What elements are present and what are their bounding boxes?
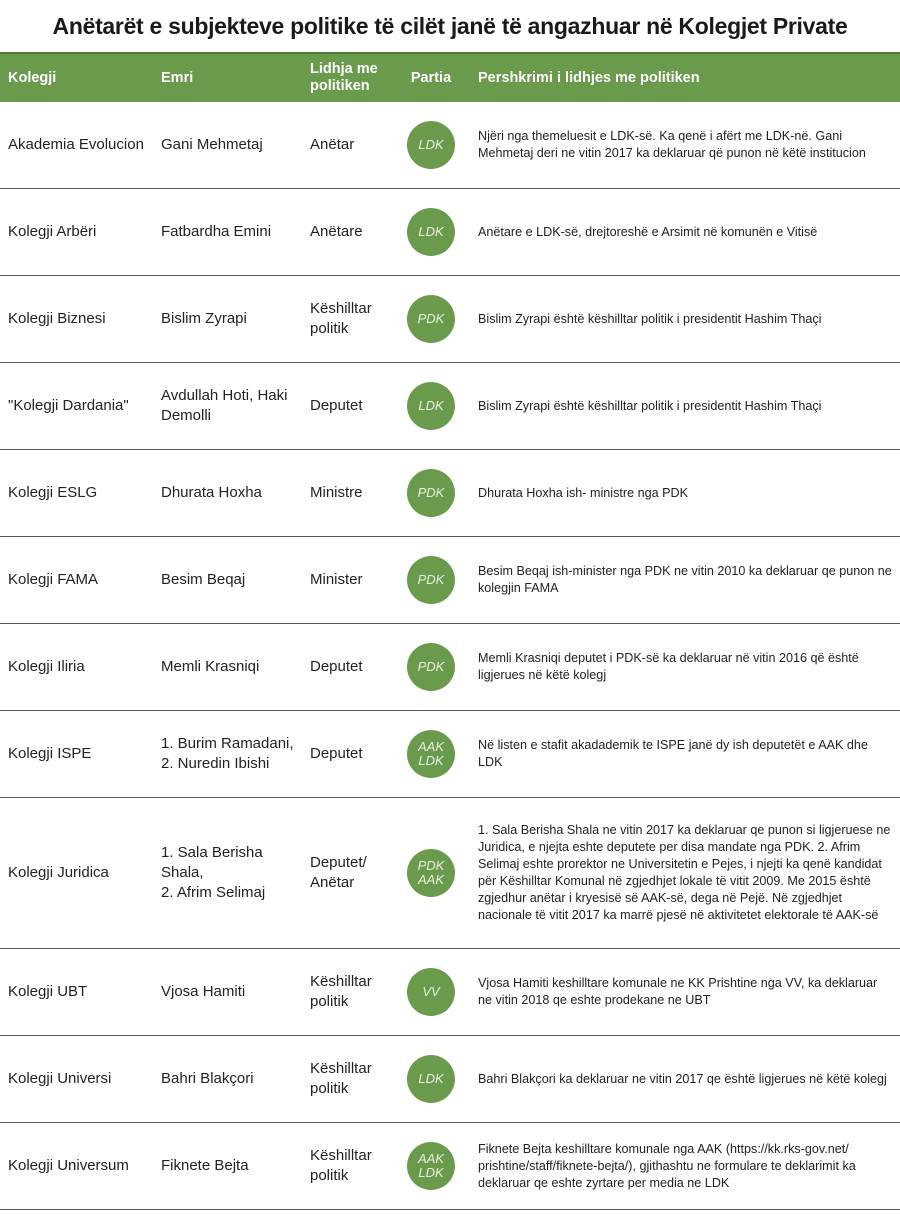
party-badge — [407, 1142, 455, 1190]
cell-emri-line: 1. Burim Ramadani, — [161, 735, 294, 752]
cell-lidhja — [302, 1036, 392, 1122]
cell-emri — [153, 102, 302, 188]
cell-lidhja — [302, 1123, 392, 1209]
party-label: LDK — [418, 1071, 444, 1086]
cell-kolegji: Kolegji Arbëri — [8, 223, 97, 240]
cell-kolegji: Kolegji FAMA — [8, 571, 99, 588]
table-row — [0, 363, 900, 450]
cell-kolegji: Kolegji Universi — [8, 1070, 112, 1087]
table-row — [0, 276, 900, 363]
party-label: LDK — [418, 137, 444, 152]
cell-emri-line: 2. Afrim Selimaj — [161, 884, 266, 901]
table-row — [0, 711, 900, 798]
cell-lidhja-line: Këshilltar — [310, 1060, 372, 1077]
party-label: LDK — [418, 1165, 444, 1180]
cell-lidhja-line: politik — [310, 1080, 349, 1097]
party-label: VV — [422, 984, 440, 999]
cell-emri-line: Besim Beqaj — [161, 571, 246, 588]
cell-partia — [392, 276, 470, 362]
cell-emri — [153, 189, 302, 275]
cell-partia — [392, 798, 470, 948]
page-title: Anëtarët e subjekteve politike të cilët janë të angazhuar në Kolegjet Private — [52, 12, 848, 39]
party-label: LDK — [418, 753, 444, 768]
cell-partia — [392, 363, 470, 449]
cell-pershkrimi — [470, 1036, 900, 1122]
cell-lidhja — [302, 798, 392, 948]
cell-pershkrimi — [470, 949, 900, 1035]
cell-lidhja-line: Ministre — [310, 484, 363, 501]
cell-pershkrimi — [470, 624, 900, 710]
cell-emri — [153, 624, 302, 710]
description-text: Memli Krasniqi deputet i PDK-së ka deklaruar në vitin 2016 që është ligjerues në këtë kolegj — [478, 651, 859, 682]
table-row — [0, 537, 900, 624]
cell-kolegji: Kolegji Biznesi — [8, 310, 106, 327]
cell-lidhja — [302, 276, 392, 362]
table-body — [0, 102, 900, 1210]
cell-lidhja — [302, 711, 392, 797]
cell-emri-line: Vjosa Hamiti — [161, 983, 246, 1000]
table-row — [0, 450, 900, 537]
cell-lidhja-line: Deputet — [310, 397, 363, 414]
description-text: Në listen e stafit akadademik te ISPE janë dy ish deputetët e AAK dhe LDK — [478, 738, 868, 769]
cell-pershkrimi — [470, 711, 900, 797]
party-label: AAK — [417, 872, 444, 887]
description-text: Anëtare e LDK-së, drejtoreshë e Arsimit në komunën e Vitisë — [478, 224, 818, 239]
description-text: Vjosa Hamiti keshilltare komunale ne KK Prishtine nga VV, ka deklaruar ne vitin 2018 qe eshte prodekane ne UBT — [478, 976, 878, 1007]
cell-pershkrimi — [470, 189, 900, 275]
cell-lidhja-line: politik — [310, 1167, 349, 1184]
table-row — [0, 1036, 900, 1123]
cell-pershkrimi — [470, 537, 900, 623]
party-badge — [407, 730, 455, 778]
party-badge — [407, 1055, 455, 1103]
cell-lidhja-line: Anëtar — [310, 874, 355, 891]
header-lidhja-line1: Lidhja me — [310, 61, 378, 77]
cell-lidhja-line: Anëtare — [310, 223, 363, 240]
cell-emri-line: Fiknete Bejta — [161, 1157, 249, 1174]
cell-pershkrimi — [470, 798, 900, 948]
table-row — [0, 624, 900, 711]
cell-lidhja-line: Këshilltar — [310, 1147, 372, 1164]
description-text: 1. Sala Berisha Shala ne vitin 2017 ka deklaruar qe punon si ligjeruese ne Juridica, e njejta eshte deputete per disa mandate nga PDK. 2. Afrim Selimaj eshte prorektor ne Universitetin e Pejes, i njejti ka qenë kandidat për Këshilltar Komunal në zgjedhjet lokale të vitit 2009. Me 2015 është zgjedhur anëtar i kryesisë së AAK-së, dega në Pejë. Në zgjedhjet nacionale të vitit 2017 ka marrë pjesë në aktivitetet elektorale të AAK-së — [478, 823, 891, 922]
cell-pershkrimi — [470, 450, 900, 536]
party-badge — [407, 382, 455, 430]
party-label: PDK — [417, 572, 445, 587]
header-kolegji: Kolegji — [8, 69, 57, 86]
header-emri: Emri — [161, 69, 194, 86]
party-label: AAK — [417, 1151, 444, 1166]
description-text: Fiknete Bejta keshilltare komunale nga AAK (https://kk.rks-gov.net/ prishtine/staff/fiknete-bejta/), gjithashtu ne formulare te deklarimit ka deklaruar qe eshte zyrtare per media ne LDK — [478, 1141, 856, 1190]
cell-pershkrimi — [470, 1123, 900, 1209]
cell-lidhja-line: Anëtar — [310, 136, 355, 153]
cell-lidhja — [302, 102, 392, 188]
header-partia: Partia — [410, 69, 452, 86]
cell-emri-line: Demolli — [161, 407, 212, 424]
description-text: Bislim Zyrapi është këshilltar politik i presidentit Hashim Thaçi — [478, 311, 822, 326]
cell-emri — [153, 537, 302, 623]
cell-emri — [153, 1036, 302, 1122]
cell-partia — [392, 537, 470, 623]
party-label: PDK — [417, 659, 445, 674]
party-label: PDK — [417, 485, 445, 500]
party-badge — [407, 643, 455, 691]
cell-lidhja — [302, 949, 392, 1035]
table-row — [0, 1123, 900, 1210]
header-pershkrimi: Pershkrimi i lidhjes me politiken — [478, 69, 700, 86]
cell-emri — [153, 1123, 302, 1209]
cell-emri-line: 1. Sala Berisha Shala, — [161, 844, 263, 881]
cell-partia — [392, 1123, 470, 1209]
cell-partia — [392, 949, 470, 1035]
cell-emri — [153, 276, 302, 362]
cell-emri-line: Avdullah Hoti, Haki — [161, 387, 288, 404]
cell-kolegji: Kolegji Universum — [8, 1157, 129, 1174]
cell-emri-line: Dhurata Hoxha — [161, 484, 262, 501]
table-row — [0, 189, 900, 276]
party-badge — [407, 295, 455, 343]
cell-pershkrimi — [470, 363, 900, 449]
cell-pershkrimi — [470, 102, 900, 188]
description-text: Bahri Blakçori ka deklaruar ne vitin 2017 qe është ligjerues në këtë kolegj — [478, 1071, 887, 1086]
cell-kolegji: Akademia Evolucion — [8, 136, 144, 153]
cell-lidhja — [302, 537, 392, 623]
cell-emri-line: Gani Mehmetaj — [161, 136, 263, 153]
table-row — [0, 949, 900, 1036]
description-text: Njëri nga themeluesit e LDK-së. Ka qenë i afërt me LDK-në. Gani Mehmetaj deri ne vitin 2017 ka deklaruar që punon në këtë institucion — [478, 129, 866, 160]
cell-lidhja — [302, 450, 392, 536]
cell-emri — [153, 949, 302, 1035]
cell-kolegji: Kolegji ESLG — [8, 484, 98, 501]
party-badge — [407, 556, 455, 604]
cell-emri-line: Bislim Zyrapi — [161, 310, 247, 327]
header-lidhja-line2: politiken — [310, 78, 370, 94]
party-label: PDK — [417, 858, 445, 873]
cell-lidhja — [302, 363, 392, 449]
table-row — [0, 102, 900, 189]
cell-lidhja — [302, 624, 392, 710]
cell-emri — [153, 711, 302, 797]
cell-emri-line: Memli Krasniqi — [161, 658, 260, 675]
cell-lidhja-line: Këshilltar — [310, 300, 372, 317]
cell-kolegji: Kolegji Juridica — [8, 864, 109, 881]
cell-partia — [392, 711, 470, 797]
cell-kolegji: Kolegji ISPE — [8, 745, 92, 762]
party-badge — [407, 469, 455, 517]
party-label: AAK — [417, 739, 444, 754]
cell-kolegji: "Kolegji Dardania" — [8, 397, 129, 414]
cell-partia — [392, 450, 470, 536]
party-label: LDK — [418, 224, 444, 239]
party-badge — [407, 208, 455, 256]
cell-pershkrimi — [470, 276, 900, 362]
cell-lidhja-line: Deputet/ — [310, 854, 367, 871]
cell-lidhja-line: Këshilltar — [310, 973, 372, 990]
cell-lidhja-line: Deputet — [310, 658, 363, 675]
description-text: Besim Beqaj ish-minister nga PDK ne vitin 2010 ka deklaruar qe punon ne kolegjin FAMA — [478, 564, 892, 595]
cell-kolegji: Kolegji Iliria — [8, 658, 85, 675]
cell-partia — [392, 1036, 470, 1122]
cell-emri — [153, 798, 302, 948]
table-header — [0, 52, 900, 102]
cell-emri-line: Bahri Blakçori — [161, 1070, 254, 1087]
cell-partia — [392, 102, 470, 188]
cell-lidhja-line: Deputet — [310, 745, 363, 762]
cell-emri-line: Fatbardha Emini — [161, 223, 272, 240]
party-badge — [407, 121, 455, 169]
cell-lidhja-line: Minister — [310, 571, 363, 588]
cell-emri — [153, 450, 302, 536]
cell-partia — [392, 624, 470, 710]
party-badge — [407, 849, 455, 897]
header-lidhja — [302, 54, 392, 102]
description-text: Dhurata Hoxha ish- ministre nga PDK — [478, 485, 688, 500]
cell-emri-line: 2. Nuredin Ibishi — [161, 755, 270, 772]
cell-kolegji: Kolegji UBT — [8, 983, 88, 1000]
cell-emri — [153, 363, 302, 449]
cell-lidhja — [302, 189, 392, 275]
cell-partia — [392, 189, 470, 275]
party-label: PDK — [417, 311, 445, 326]
party-label: LDK — [418, 398, 444, 413]
description-text: Bislim Zyrapi është këshilltar politik i presidentit Hashim Thaçi — [478, 398, 822, 413]
party-badge — [407, 968, 455, 1016]
table-row — [0, 798, 900, 949]
cell-lidhja-line: politik — [310, 993, 349, 1010]
cell-lidhja-line: politik — [310, 320, 349, 337]
